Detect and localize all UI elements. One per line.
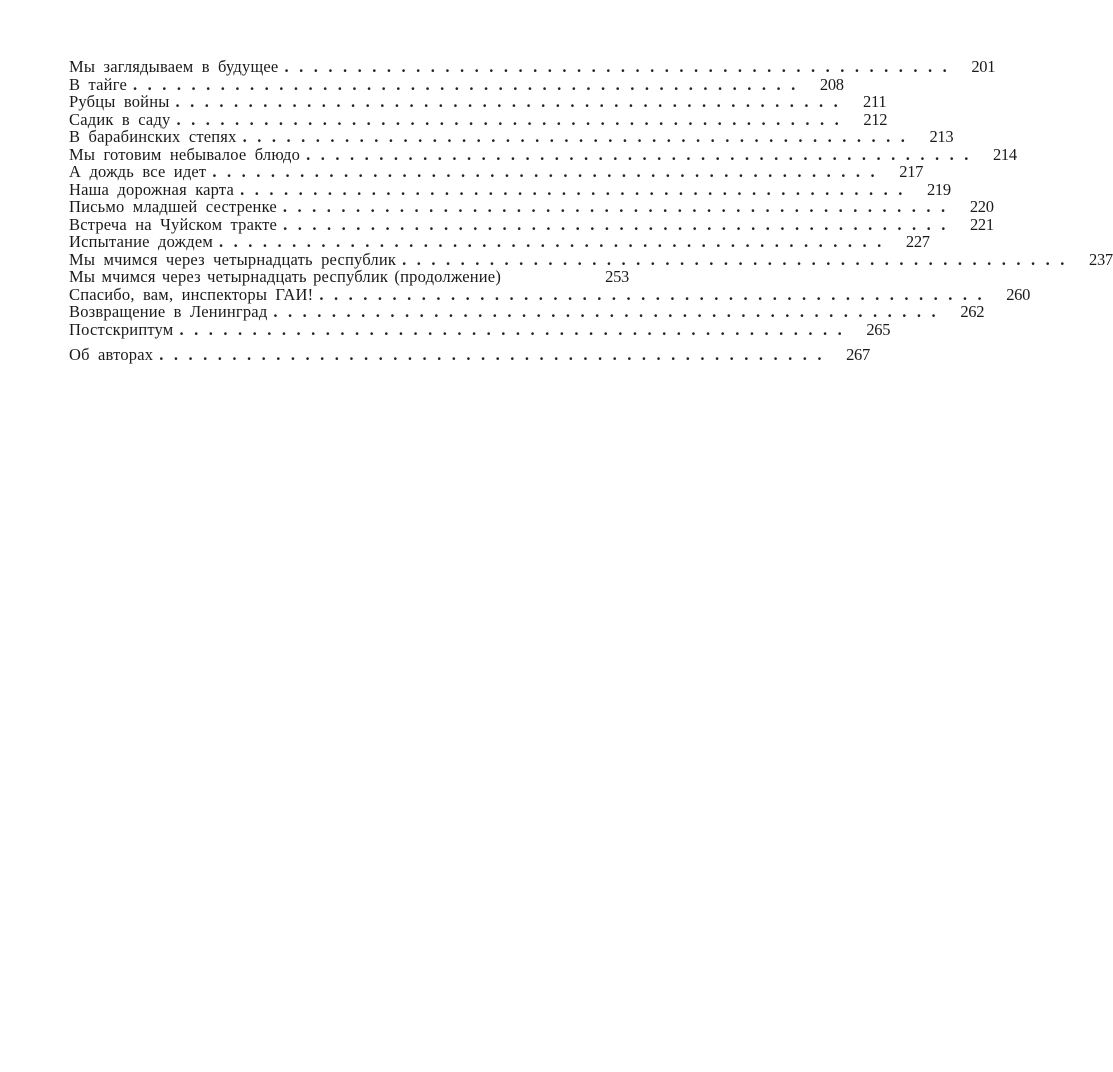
toc-entry — [69, 214, 994, 234]
toc-entry-page: 221 — [969, 214, 994, 234]
toc-entry — [69, 162, 924, 181]
toc-entry-title: Возвращение в Ленинград — [69, 302, 268, 321]
toc-entry-page: 260 — [1006, 284, 1031, 304]
toc-entry — [69, 197, 994, 216]
toc-entry-title: Садик в саду — [69, 109, 171, 129]
toc-entry-page: 265 — [866, 319, 891, 339]
toc-entry-title: Письмо младшей сестренке — [69, 197, 277, 216]
toc-entry-title: Постскриптум — [69, 319, 174, 339]
toc-entry — [69, 284, 1031, 304]
dot-leader: .............................................. — [402, 249, 1075, 269]
toc-entry-page: 219 — [926, 179, 951, 199]
toc-entry-title: Мы мчимся через четырнадцать республик — [69, 249, 397, 269]
toc-entry-page: 227 — [905, 232, 930, 251]
toc-entry — [69, 74, 844, 94]
dot-leader: .............................................. — [273, 302, 947, 321]
dot-leader: .............................................. — [219, 232, 892, 251]
dot-leader: .............................................. — [175, 92, 849, 111]
toc-entry — [69, 179, 951, 199]
toc-entry-title: А дождь все идет — [69, 162, 207, 181]
toc-entry-page: 262 — [960, 302, 985, 321]
toc-entry — [69, 319, 891, 339]
table-of-contents — [69, 57, 1113, 364]
toc-entry — [69, 345, 870, 364]
toc-entry-page: 212 — [863, 109, 888, 129]
dot-leader: .............................................. — [159, 345, 832, 364]
toc-entry — [69, 249, 1113, 269]
toc-entry-title: В барабинских степях — [69, 127, 237, 146]
toc-entry-page: 217 — [899, 162, 924, 181]
toc-entry-page: 214 — [992, 144, 1017, 164]
toc-entry-title: Встреча на Чуйском тракте — [69, 214, 278, 234]
toc-entry-page: 208 — [819, 74, 844, 94]
dot-leader: .............................................. — [242, 127, 916, 146]
dot-leader: .............................................. — [132, 74, 806, 94]
toc-entry — [69, 268, 629, 286]
dot-leader: .............................................. — [306, 144, 979, 164]
dot-leader: .............................................. — [240, 179, 913, 199]
toc-entry-page: 201 — [971, 57, 996, 76]
toc-entry — [69, 109, 888, 129]
toc-entry-page: 220 — [969, 197, 994, 216]
dot-leader: .............................................. — [176, 109, 850, 129]
dot-leader: .............................................. — [319, 284, 993, 304]
toc-entry — [69, 127, 954, 146]
toc-entry-title: Мы заглядываем в будущее — [69, 57, 279, 76]
dot-leader: .............................................. — [284, 57, 958, 76]
dot-leader: .............................................. — [179, 319, 853, 339]
toc-entry-page: 213 — [929, 127, 954, 146]
toc-entry — [69, 92, 887, 111]
toc-entry-title: Мы готовим небывалое блюдо — [69, 144, 301, 164]
dot-leader: .............................................. — [212, 162, 886, 181]
toc-entry-title: Рубцы войны — [69, 92, 170, 111]
toc-entry-page: 267 — [846, 345, 870, 364]
toc-entry-title: Испытание дождем — [69, 232, 213, 251]
toc-entry-page: 253 — [605, 267, 629, 286]
toc-entry-title: Об авторах — [69, 345, 154, 364]
toc-entry — [69, 302, 985, 321]
toc-entry — [69, 57, 996, 76]
toc-entry-title: Спасибо, вам, инспекторы ГАИ! — [69, 284, 314, 304]
dot-leader: .............................................. — [283, 214, 956, 234]
toc-entry-page: 237 — [1089, 249, 1113, 269]
toc-entry-page: 211 — [863, 92, 887, 111]
toc-entry — [69, 232, 930, 251]
toc-entry-title: Мы мчимся через четырнадцать республик (продолжение) — [69, 267, 502, 286]
dot-leader: .............................................. — [282, 197, 956, 216]
toc-entry-title: В тайге — [69, 74, 127, 94]
toc-entry-title: Наша дорожная карта — [69, 179, 235, 199]
toc-entry — [69, 144, 1017, 164]
